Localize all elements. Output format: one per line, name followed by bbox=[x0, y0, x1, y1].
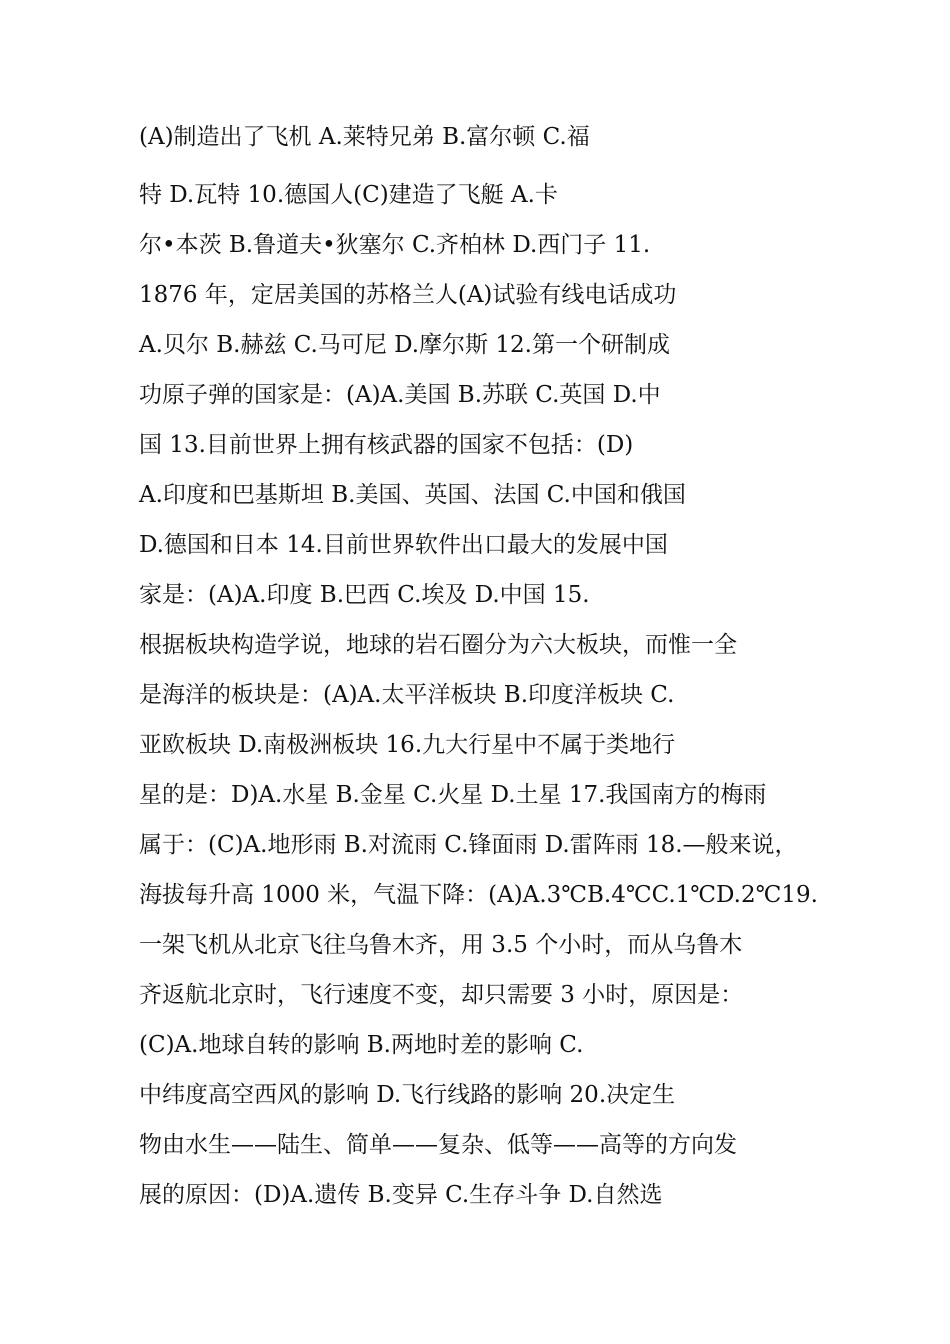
text-line: 特 D.瓦特 10.德国人(C)建造了飞艇 A.卡 bbox=[139, 182, 558, 208]
text-line: 一架飞机从北京飞往乌鲁木齐，用 3.5 个小时，而从乌鲁木 bbox=[139, 932, 743, 958]
text-line: 家是：(A)A.印度 B.巴西 C.埃及 D.中国 15. bbox=[139, 582, 590, 608]
text-line: 根据板块构造学说，地球的岩石圈分为六大板块，而惟一全 bbox=[139, 632, 737, 658]
text-line: A.印度和巴基斯坦 B.美国、英国、法国 C.中国和俄国 bbox=[139, 482, 686, 508]
text-line: 功原子弹的国家是：(A)A.美国 B.苏联 C.英国 D.中 bbox=[139, 382, 661, 408]
text-line: 属于：(C)A.地形雨 B.对流雨 C.锋面雨 D.雷阵雨 18.—般来说， bbox=[139, 832, 798, 858]
document-text bbox=[139, 112, 839, 1220]
text-line: D.德国和日本 14.目前世界软件出口最大的发展中国 bbox=[139, 532, 668, 558]
text-line: 1876 年，定居美国的苏格兰人(A)试验有线电话成功 bbox=[139, 282, 677, 308]
text-line: 国 13.目前世界上拥有核武器的国家不包括：(D) bbox=[139, 432, 634, 458]
text-line: (C)A.地球自转的影响 B.两地时差的影响 C. bbox=[139, 1032, 584, 1058]
text-line: 星的是：D)A.水星 B.金星 C.火星 D.土星 17.我国南方的梅雨 bbox=[139, 782, 767, 808]
text-line: 展的原因：(D)A.遗传 B.变异 C.生存斗争 D.自然选 bbox=[139, 1182, 663, 1208]
text-line: 海拔每升高 1000 米，气温下降：(A)A.3℃B.4℃C.1℃D.2℃19. bbox=[139, 882, 818, 908]
text-line: A.贝尔 B.赫兹 C.马可尼 D.摩尔斯 12.第一个研制成 bbox=[139, 332, 670, 358]
text-line: 亚欧板块 D.南极洲板块 16.九大行星中不属于类地行 bbox=[139, 732, 676, 758]
text-line: 尔•本茨 B.鲁道夫•狄塞尔 C.齐柏林 D.西门子 11. bbox=[139, 232, 651, 258]
text-line: 物由水生——陆生、简单——复杂、低等——高等的方向发 bbox=[139, 1132, 737, 1158]
text-line: (A)制造出了飞机 A.莱特兄弟 B.富尔顿 C.福 bbox=[139, 124, 590, 150]
text-line: 是海洋的板块是：(A)A.太平洋板块 B.印度洋板块 C. bbox=[139, 682, 675, 708]
text-line: 中纬度高空西风的影响 D.飞行线路的影响 20.决定生 bbox=[139, 1082, 676, 1108]
text-line: 齐返航北京时，飞行速度不变，却只需要 3 小时，原因是： bbox=[139, 982, 744, 1008]
